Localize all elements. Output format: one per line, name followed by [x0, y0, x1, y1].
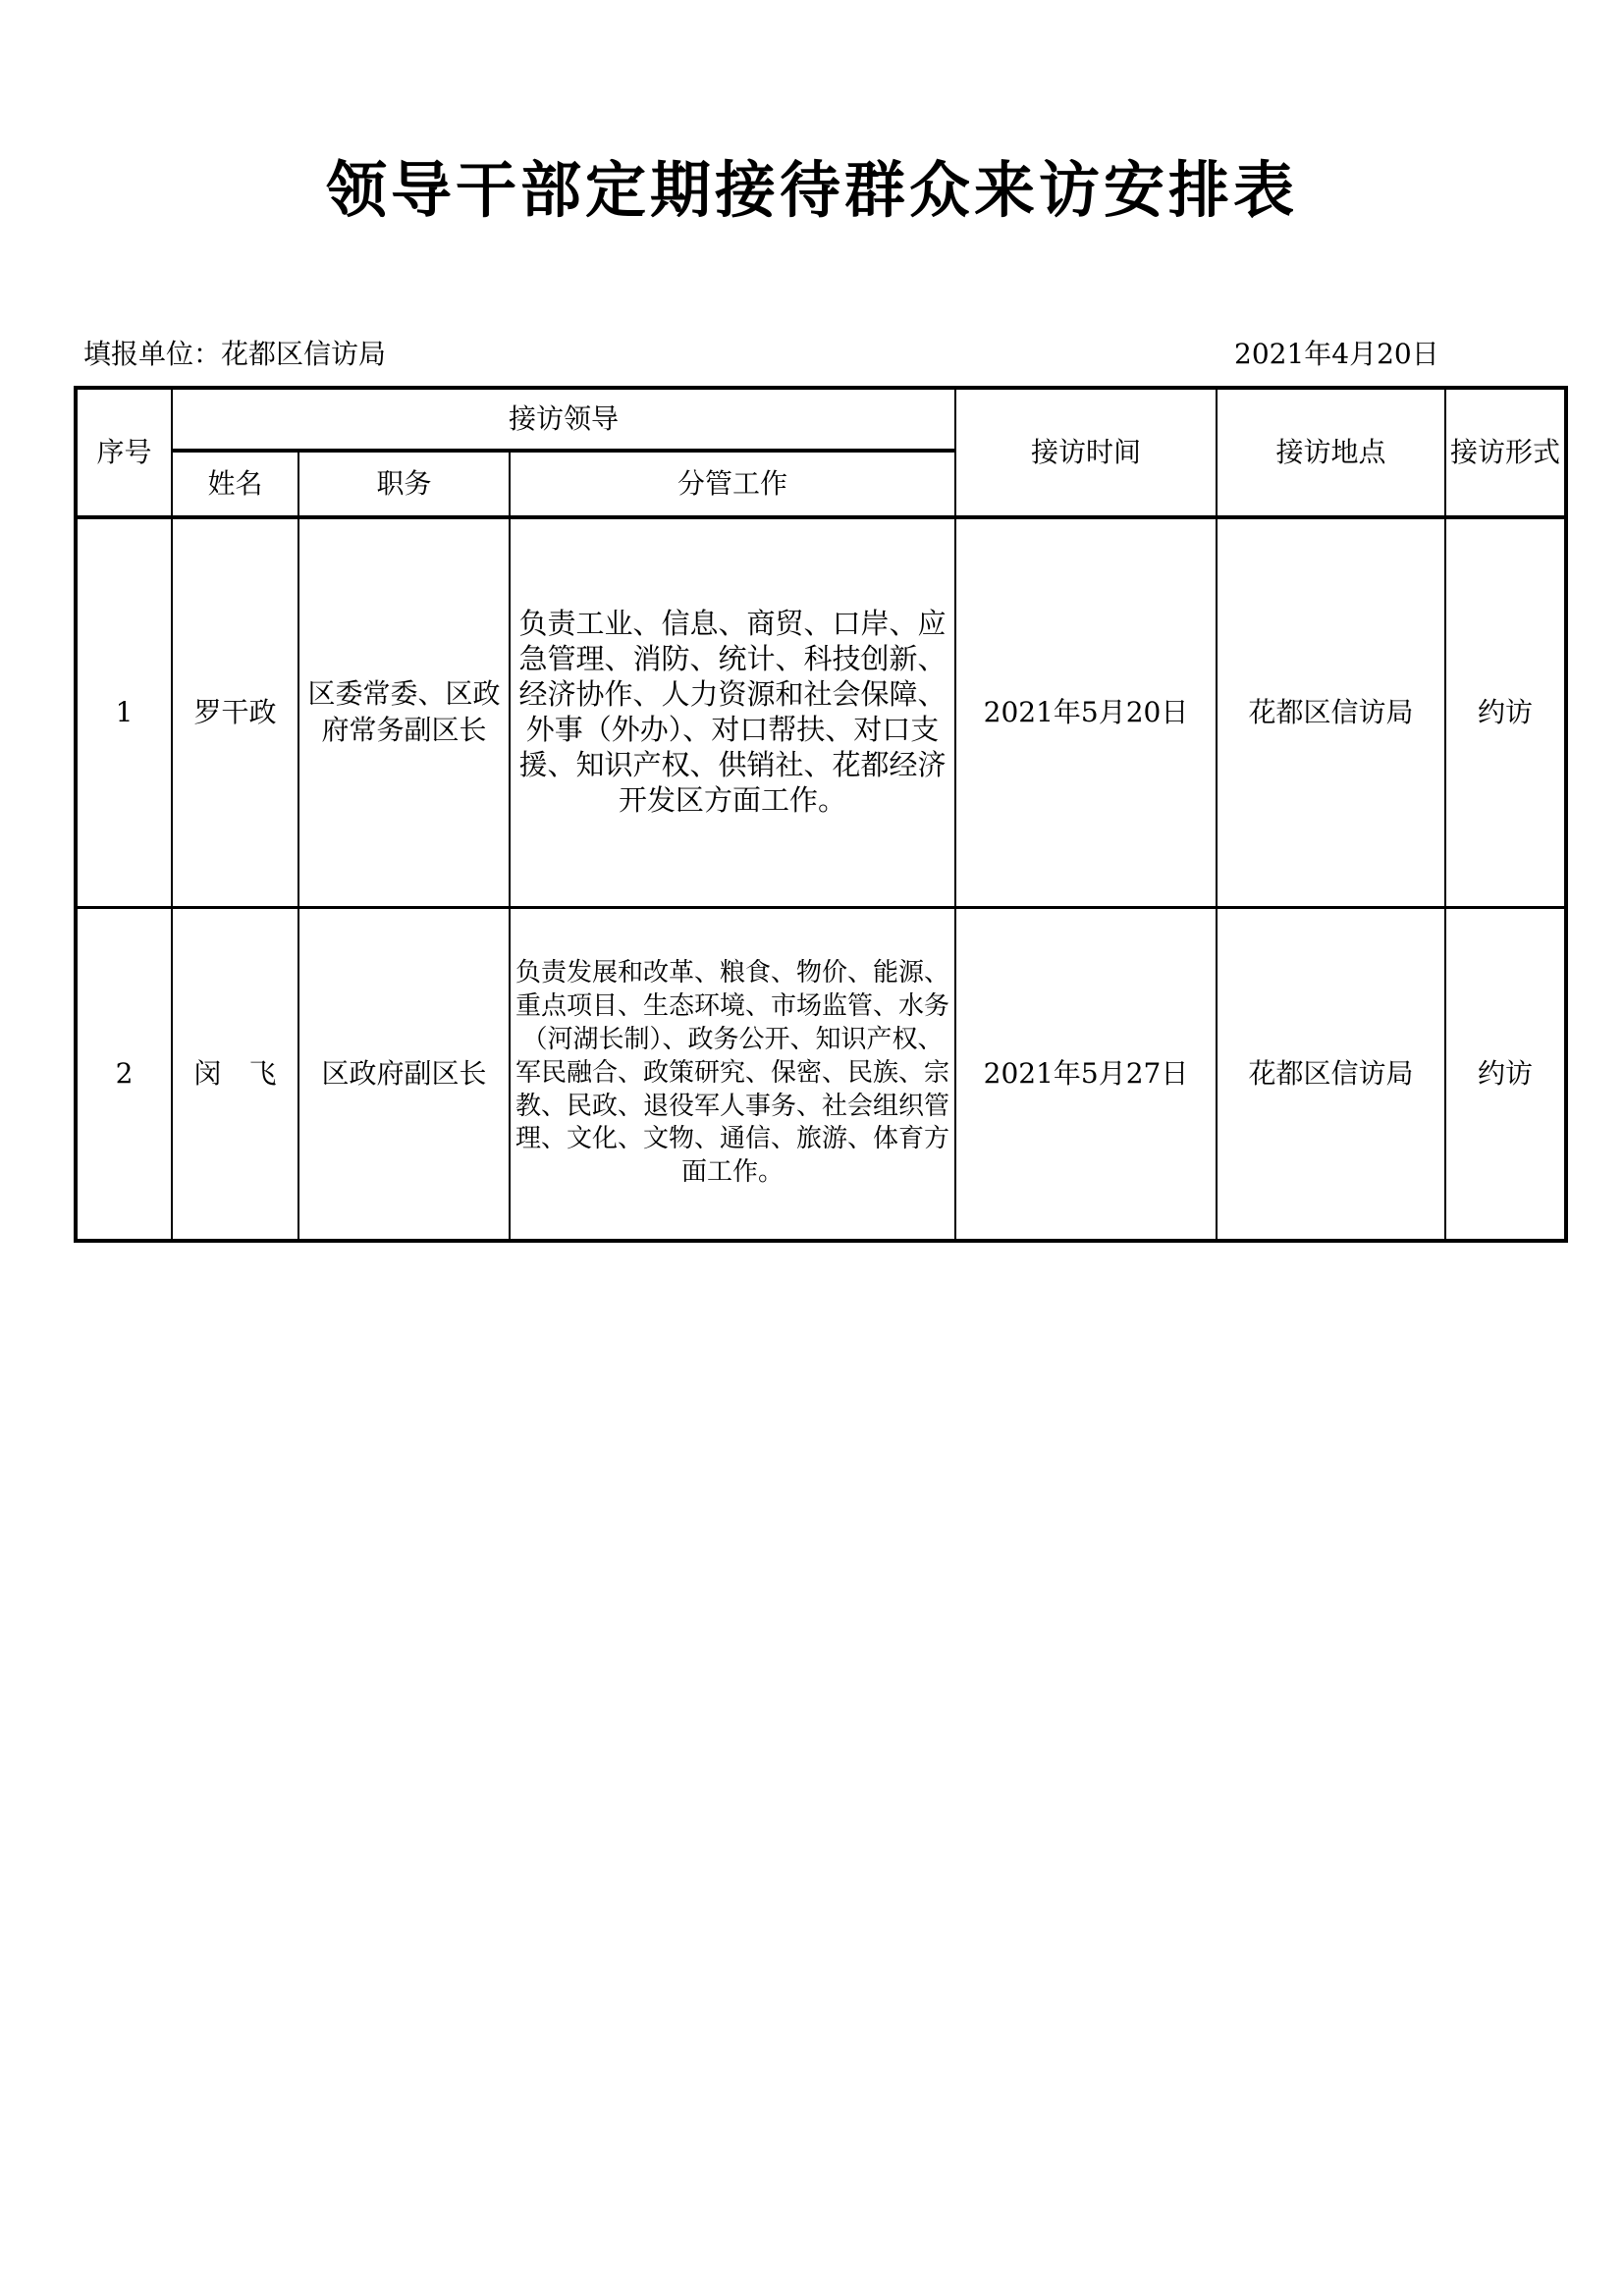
cell-duties: 负责工业、信息、商贸、口岸、应急管理、消防、统计、科技创新、经济协作、人力资源和社会保障、外事（外办）、对口帮扶、对口支援、知识产权、供销社、花都经济开发区方面工作。 — [510, 517, 955, 907]
reporting-unit-label: 填报单位：花都区信访局 — [83, 338, 387, 370]
cell-index: 1 — [76, 517, 172, 907]
header-name: 姓名 — [172, 451, 298, 517]
cell-form: 约访 — [1445, 907, 1566, 1241]
header-location: 接访地点 — [1217, 388, 1445, 517]
cell-index: 2 — [76, 907, 172, 1241]
table-row — [76, 907, 1566, 1241]
cell-name: 罗干政 — [172, 517, 298, 907]
cell-duties: 负责发展和改革、粮食、物价、能源、重点项目、生态环境、市场监管、水务（河湖长制）、政务公开、知识产权、军民融合、政策研究、保密、民族、宗教、民政、退役军人事务、社会组织管理、文化、文物、通信、旅游、体育方面工作。 — [510, 907, 955, 1241]
header-index: 序号 — [76, 388, 172, 517]
page-title: 领导干部定期接待群众来访安排表 — [325, 154, 1298, 226]
schedule-table — [74, 386, 1568, 1243]
cell-location: 花都区信访局 — [1217, 517, 1445, 907]
table-row — [76, 517, 1566, 907]
cell-location: 花都区信访局 — [1217, 907, 1445, 1241]
header-form: 接访形式 — [1445, 388, 1566, 517]
report-date: 2021年4月20日 — [1234, 338, 1439, 370]
cell-position: 区政府副区长 — [298, 907, 510, 1241]
cell-time: 2021年5月20日 — [955, 517, 1217, 907]
header-time: 接访时间 — [955, 388, 1217, 517]
cell-time: 2021年5月27日 — [955, 907, 1217, 1241]
cell-form: 约访 — [1445, 517, 1566, 907]
cell-name: 闵 飞 — [172, 907, 298, 1241]
header-row-top — [76, 388, 1566, 451]
header-position: 职务 — [298, 451, 510, 517]
cell-position: 区委常委、区政府常务副区长 — [298, 517, 510, 907]
header-leader-group: 接访领导 — [172, 388, 955, 451]
header-duties: 分管工作 — [510, 451, 955, 517]
